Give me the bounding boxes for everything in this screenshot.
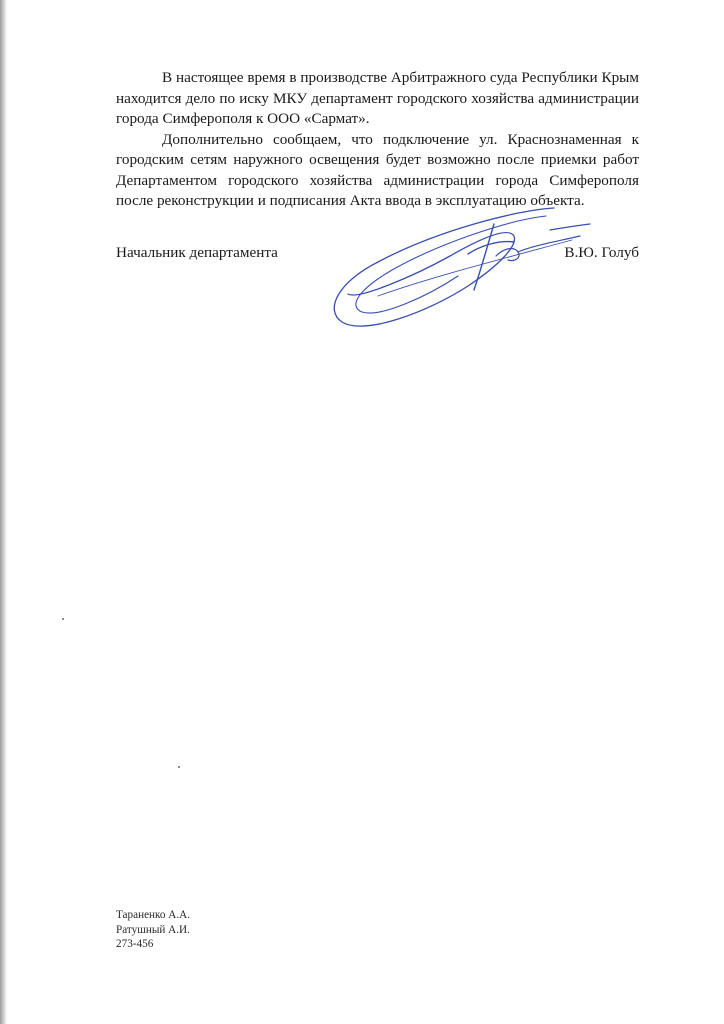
signatory-role: Начальник департамента	[116, 244, 278, 261]
scan-edge-shadow	[0, 0, 7, 1024]
executor-1: Тараненко А.А.	[116, 909, 191, 921]
signature-outer-loop	[334, 208, 554, 326]
executors-block	[116, 908, 190, 952]
letter-paragraph-2: Дополнительно сообщаем, что подключение ул. Краснознаменная к городским сетям наружного освещения будет возможно после приемки работ Департаментом городского хозяйства администрации города Симферополя после реконструкции и подписания Акта ввода в эксплуатацию объекта.	[116, 130, 639, 209]
letter-paragraph-1: В настоящее время в производстве Арбитражного суда Республики Крым находится дело по иску МКУ департамент городского хозяйства администрации города Симферополя к ООО «Сармат».	[116, 69, 639, 127]
scan-speck	[62, 618, 64, 620]
scan-speck	[178, 766, 180, 768]
handwritten-signature	[318, 200, 598, 340]
executor-2: Ратушный А.И.	[116, 923, 190, 936]
signatory-name: В.Ю. Голуб	[564, 244, 639, 261]
letter-body	[116, 68, 639, 212]
executor-phone: 273-456	[116, 938, 154, 951]
